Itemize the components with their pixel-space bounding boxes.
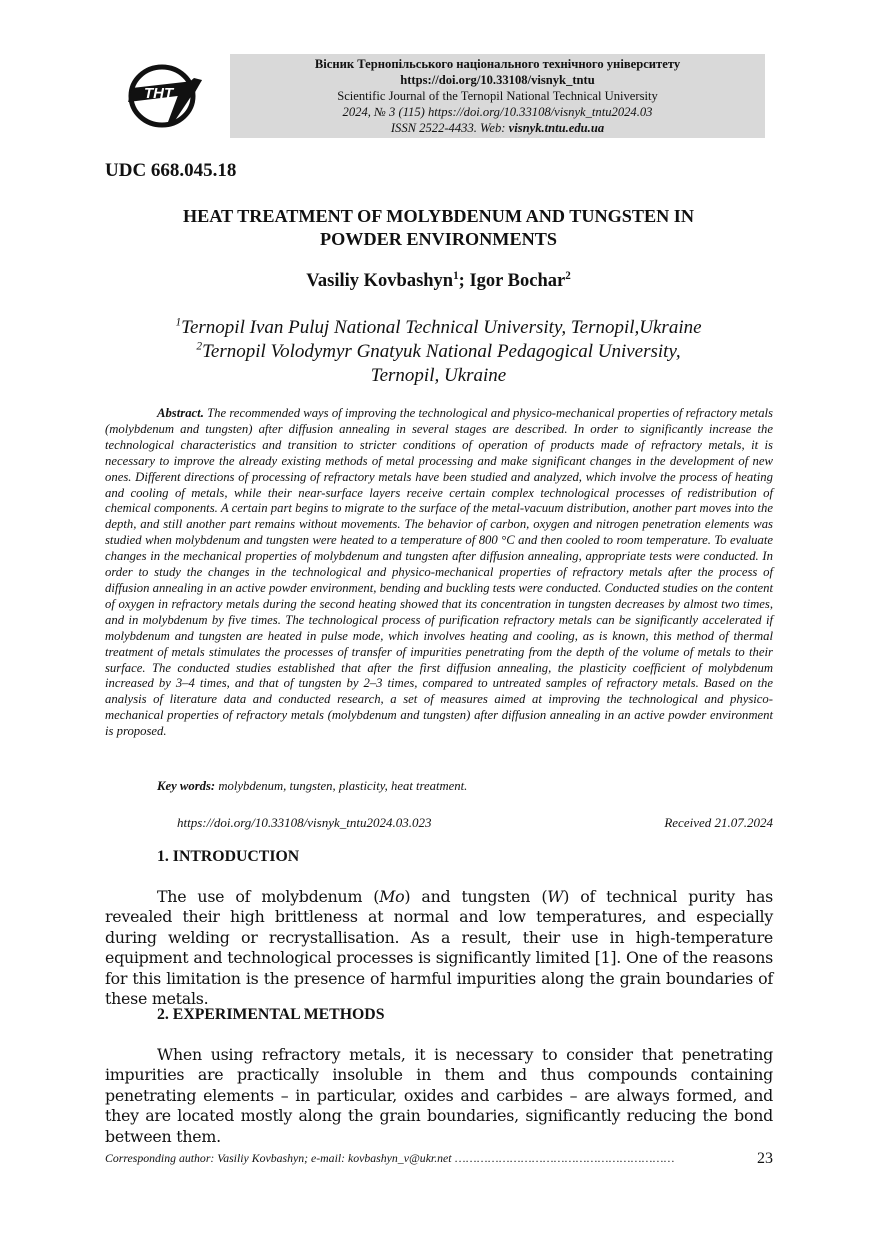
affiliation-2-text: Ternopil Volodymyr Gnatyuk National Pedagogical University, (202, 341, 681, 362)
journal-header (230, 54, 765, 138)
introduction-paragraph (105, 887, 773, 1009)
methods-paragraph: When using refractory metals, it is necessary to consider that penetrating impurities are practically insoluble in them and thus compounds containing penetrating elements – in particular, oxides and carbides – are always formed, and they are located mostly along the grain boundaries, significantly reducing the bond between them. (105, 1045, 773, 1146)
author-separator: ; (458, 271, 470, 291)
author-2-sup: 2 (565, 269, 571, 282)
paper-title (105, 205, 772, 251)
authors (105, 271, 772, 292)
symbol-mo: Mo (379, 887, 405, 906)
received-date: Received 21.07.2024 (664, 815, 773, 830)
affiliation-2-sup: 2 (196, 340, 203, 353)
issn-text: ISSN 2522-4433. Web: (390, 121, 509, 135)
article-doi[interactable]: https://doi.org/10.33108/visnyk_tntu2024.03.023 (177, 815, 432, 830)
keywords-colon: : (210, 779, 219, 793)
page-footer (105, 1151, 773, 1166)
svg-text:ТНТ: ТНТ (144, 85, 174, 102)
affiliations (105, 316, 772, 388)
keywords (157, 779, 467, 794)
author-1-sup: 1 (453, 269, 459, 282)
issn-line (230, 120, 765, 136)
title-line-2: POWDER ENVIRONMENTS (320, 229, 557, 249)
abstract (105, 406, 773, 740)
section-title-methods: 2. EXPERIMENTAL METHODS (157, 1006, 385, 1023)
intro-text-a: The use of molybdenum ( (157, 887, 380, 906)
title-line-1: HEAT TREATMENT OF MOLYBDENUM AND TUNGSTEN IN (182, 206, 695, 226)
symbol-w: W (547, 887, 564, 906)
journal-name-en: Scientific Journal of the Ternopil National Technical University (337, 89, 658, 103)
section-title-introduction: 1. INTRODUCTION (157, 848, 300, 865)
keywords-label: Key words (157, 779, 211, 793)
affiliation-1-sup: 1 (175, 316, 182, 329)
abstract-label: Abstract. (157, 406, 204, 420)
author-2: Igor Bochar (469, 271, 566, 291)
page-number: 23 (757, 1150, 773, 1167)
abstract-text: The recommended ways of improving the technological and physico-mechanical properties of refractory metals (molybdenum and tungsten) after diffusion annealing in several stages are described. In order to significantly increase the technological characteristics and transition to stricter conditions of operation of products made of refractory metals, it is necessary to improve the already existing methods of metal processing and make significant changes in the development of new ones. Different directions of processing of refractory metals have been studied and analyzed, which involve the process of heating and cooling of metals, while their near-surface layers receive certain complex technological processes of redistribution of chemical components. A certain part begins to migrate to the surface of the metal-vacuum distribution, another part moves into the depth, and still another part remains without movements. The behavior of carbon, oxygen and nitrogen penetration elements was studied when molybdenum and tungsten were heated to a temperature of 800 °C and then cooled to room temperature. To evaluate changes in the mechanical properties of molybdenum and tungsten after diffusion annealing, appropriate tests were conducted. In order to study the changes in the technological and physico-mechanical properties of refractory metals after the process of diffusion annealing in an active powder environment, bending and buckling tests were conducted. Conducted studies on the content of oxygen in refractory metals during the second heating showed that its concentration in tungsten decreases by almost two times, and in molybdenum by five times. The technological process of purification refractory metals can be significantly accelerated if molybdenum and tungsten are heated in pulse mode, which involves heating and cooling, as is known, this method of thermal treatment of metals stimulates the processes of transfer of impurities penetrating from the depth of the volume of metals to their surface. The conducted studies established that after the first diffusion annealing, the plasticity coefficient of molybdenum increased by 3–4 times, and that of tungsten by 2–3 times, compared to untreated samples of refractory metals. Based on the analysis of literature data and conducted research, a set of measures aimed at improving the technological and physico-mechanical properties of refractory metals (molybdenum and tungsten) after diffusion annealing in an active powder environment is proposed. (105, 406, 773, 739)
author-1: Vasiliy Kovbashyn (306, 271, 454, 291)
udc-code: UDC 668.045.18 (105, 160, 237, 181)
intro-text-c: ) of technical purity has revealed their high brittleness at normal and low temperatures, and especially during welding or recrystallisation. As a result, their use in high-temperature equipment and technological processes is significantly limited [1]. One of the reasons for this limitation is the presence of harmful impurities along the grain boundaries of these metals. (105, 887, 773, 1009)
journal-doi-link[interactable]: https://doi.org/10.33108/visnyk_tntu (400, 73, 595, 87)
keywords-text: molybdenum, tungsten, plasticity, heat treatment. (218, 779, 468, 793)
affiliation-2-city: Ternopil, Ukraine (370, 365, 507, 386)
journal-web-link[interactable]: visnyk.tntu.edu.ua (508, 121, 605, 135)
issue-line: 2024, № 3 (115) https://doi.org/10.33108/visnyk_tntu2024.03 (342, 105, 653, 119)
affiliation-1 (105, 316, 772, 340)
intro-text-b: ) and tungsten ( (404, 887, 548, 906)
affiliation-2 (105, 340, 772, 364)
footer-leader-dots: …………………………………………………… (451, 1151, 675, 1165)
journal-name-ua: Вісник Тернопільського національного технічного університету (314, 57, 681, 71)
corresponding-author: Corresponding author: Vasiliy Kovbashyn; e-mail: kovbashyn_v@ukr.net (105, 1151, 452, 1165)
university-logo (124, 60, 208, 132)
article-doi-line (177, 815, 773, 831)
affiliation-1-text: Ternopil Ivan Puluj National Technical University, Ternopil,Ukraine (181, 317, 702, 338)
